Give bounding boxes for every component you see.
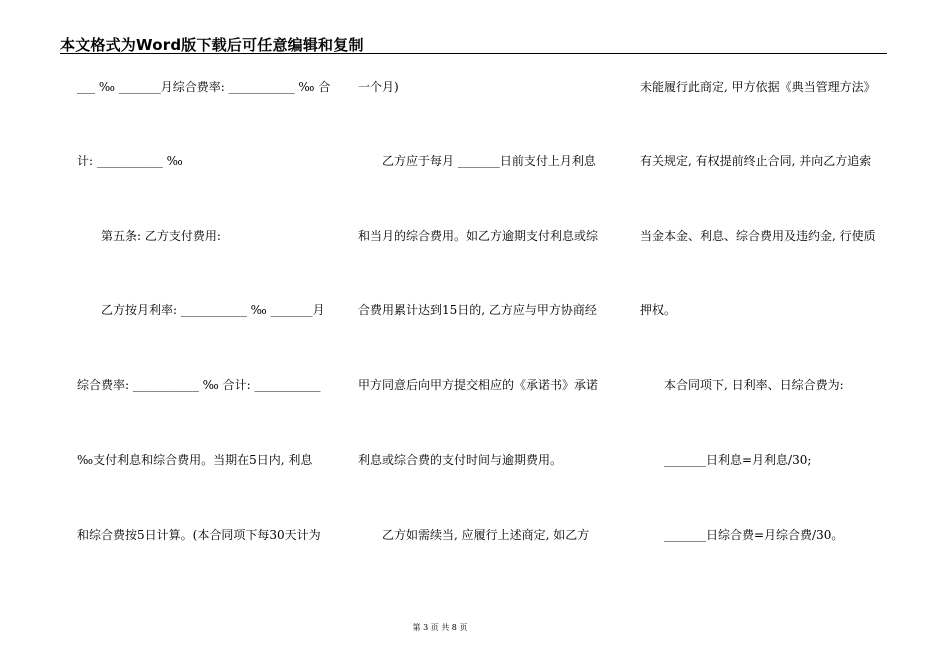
text-line: 乙方按月利率: ___________ ‰ _______月 <box>101 303 325 317</box>
text-line: ___ ‰ _______月综合费率: ___________ ‰ 合 <box>77 80 331 94</box>
text-line: 有关规定, 有权提前终止合同, 并向乙方追索 <box>640 154 872 168</box>
document-header-title: 本文格式为Word版下载后可任意编辑和复制 <box>60 36 364 54</box>
text-line: 合费用累计达到15日的, 乙方应与甲方协商经 <box>358 303 597 317</box>
text-line: 本合同项下, 日利率、日综合费为: <box>664 378 844 392</box>
text-line: 押权。 <box>640 303 677 317</box>
text-line: 综合费率: ___________ ‰ 合计: ___________ <box>77 378 321 392</box>
text-line: 计: ___________ ‰ <box>77 154 183 168</box>
text-line: _______日利息=月利息/30; <box>664 453 812 467</box>
text-line: 和综合费按5日计算。(本合同项下每30天计为 <box>77 528 321 542</box>
text-line: 当金本金、利息、综合费用及违约金, 行使质 <box>640 229 876 243</box>
text-line: 未能履行此商定, 甲方依据《典当管理方法》 <box>640 80 876 94</box>
text-line: 乙方应于每月 _______日前支付上月利息 <box>382 154 596 168</box>
text-line: _______日综合费=月综合费/30。 <box>664 528 844 542</box>
text-line: ‰支付利息和综合费用。当期在5日内, 利息 <box>77 453 313 467</box>
text-line: 一个月) <box>358 80 399 94</box>
article-heading: 第五条: 乙方支付费用: <box>101 229 221 243</box>
page-number: 第 3 页 共 8 页 <box>412 623 468 632</box>
text-line: 利息或综合费的支付时间与逾期费用。 <box>358 453 563 467</box>
text-line: 和当月的综合费用。如乙方逾期支付利息或综 <box>358 229 599 243</box>
header-divider <box>60 53 887 54</box>
text-line: 甲方同意后向甲方提交相应的《承诺书》承诺 <box>358 378 599 392</box>
text-line: 乙方如需续当, 应履行上述商定, 如乙方 <box>382 528 590 542</box>
